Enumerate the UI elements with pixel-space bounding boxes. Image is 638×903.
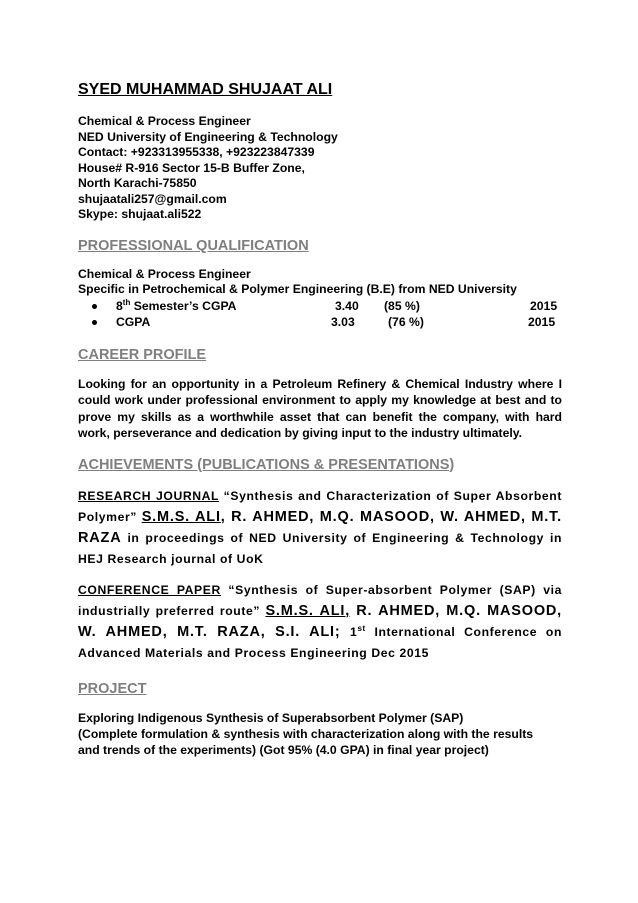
project-block [78,710,562,758]
cgpa-value: 3.40 [335,298,359,313]
project-description-2: and trends of the experiments) (Got 95% (4.0 GPA) in final year project) [78,742,489,757]
university: NED University of Engineering & Technology [78,129,338,144]
journal-main-author: S.M.S. ALI [141,508,221,525]
conference-venue: 1st International Conference on Advanced Materials and Process Engineering Dec 2015 [78,623,562,660]
career-block [78,376,562,442]
cgpa-year: 2015 [530,298,558,313]
cgpa-year: 2015 [528,314,556,329]
conference-title: “Synthesis of Super-absorbent Polymer (SAP) via industrially preferred route” [78,582,563,618]
skype-id: Skype: shujaat.ali522 [78,207,202,221]
address-line-1: House# R-916 Sector 15-B Buffer Zone, [78,160,305,175]
career-text: Looking for an opportunity in a Petroleum Refinery & Chemical Industry where I could work under professional environment to apply my knowledge at best and to prove my skills as a worthwhile asset that can benefit the company, with hard work, perseverance and dedication by giving input to the industry ultimately. [78,376,562,440]
achievements-heading: ACHIEVEMENTS (PUBLICATIONS & PRESENTATIONS) [78,456,455,473]
email-address: shujaatali257@gmail.com [78,191,227,206]
journal-title: “Synthesis and Characterization of Super Absorbent Polymer” [78,488,562,524]
conference-main-author: S.M.S. ALI, [265,602,351,619]
degree-title: Chemical & Process Engineer [78,266,251,281]
conference-label: CONFERENCE PAPER [78,582,221,597]
job-title: Chemical & Process Engineer [78,114,251,128]
candidate-name: SYED MUHAMMAD SHUJAAT ALI [78,81,333,98]
address-line-2: North Karachi-75850 [78,176,197,190]
qualification-heading: PROFESSIONAL QUALIFICATION [78,237,309,254]
contact-numbers: Contact: +923313955338, +923223847339 [78,145,315,159]
project-description-1: (Complete formulation & synthesis with characterization along with the results [78,726,534,741]
project-heading: PROJECT [78,680,147,697]
cgpa-row [78,314,562,330]
resume-page [78,80,562,758]
bullet-icon [92,304,97,309]
journal-co-authors: , R. AHMED, M.Q. MASOOD, W. AHMED, M.T. RAZA [78,508,563,546]
cgpa-value: 3.03 [331,314,355,329]
journal-venue: in proceedings of NED University of Engineering & Technology in HEJ Research journal of UoK [78,530,562,566]
contact-block [78,114,562,223]
journal-entry [78,486,562,570]
qualification-block [78,267,562,330]
bullet-icon [92,320,97,325]
cgpa-percent: (85 %) [384,298,420,313]
journal-label: RESEARCH JOURNAL [78,488,219,503]
conference-co-authors: R. AHMED, M.Q. MASOOD, W. AHMED, M.T. RAZA, S.I. ALI; [78,602,563,640]
career-heading: CAREER PROFILE [78,346,207,363]
degree-specialization: Specific in Petrochemical & Polymer Engineering (B.E) from NED University [78,282,517,296]
conference-entry [78,580,562,664]
project-title: Exploring Indigenous Synthesis of Superabsorbent Polymer (SAP) [78,710,464,725]
cgpa-percent: (76 %) [388,314,424,329]
cgpa-row [78,298,562,314]
cgpa-label: 8th Semester’s CGPA [116,297,237,313]
cgpa-label: CGPA [116,314,151,329]
